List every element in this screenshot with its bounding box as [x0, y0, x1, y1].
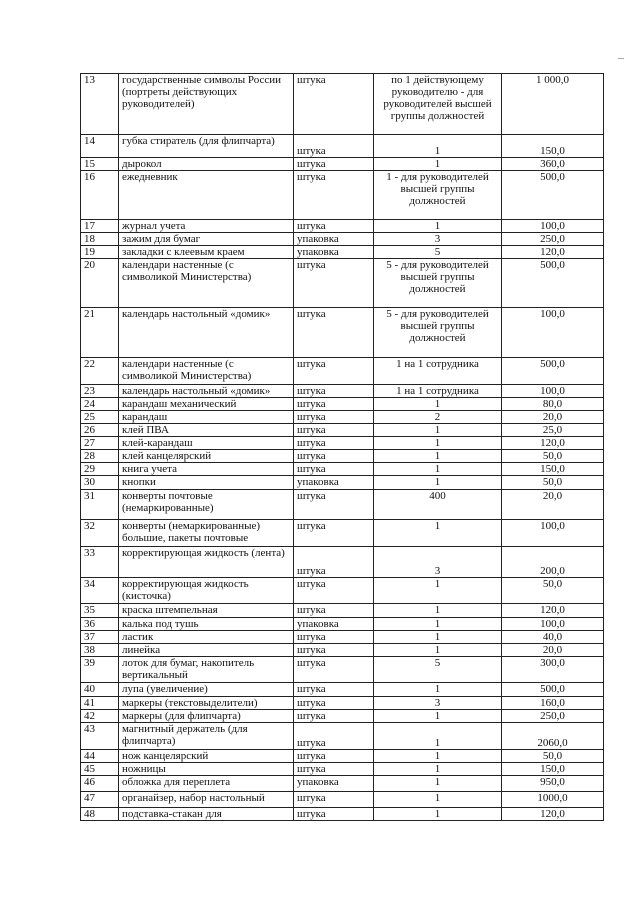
cell-num: 48	[81, 808, 119, 821]
cell-qty: 1	[374, 808, 502, 821]
cell-qty: 5	[374, 657, 502, 683]
cell-name: конверты почтовые (немаркированные)	[119, 490, 294, 520]
table-row	[81, 437, 604, 450]
cell-unit: штука	[294, 520, 374, 547]
cell-name: конверты (немаркированные) большие, пакеты почтовые	[119, 520, 294, 547]
cell-price: 200,0	[502, 547, 604, 578]
table-row	[81, 631, 604, 644]
table-row	[81, 358, 604, 385]
cell-unit: штука	[294, 631, 374, 644]
table-row	[81, 135, 604, 158]
cell-unit: штука	[294, 135, 374, 158]
cell-name: калька под тушь	[119, 618, 294, 631]
table-row	[81, 792, 604, 808]
cell-unit: штука	[294, 358, 374, 385]
cell-num: 35	[81, 604, 119, 618]
cell-name: губка стиратель (для флипчарта)	[119, 135, 294, 158]
cell-price: 2060,0	[502, 723, 604, 750]
cell-unit: упаковка	[294, 776, 374, 792]
cell-price: 160,0	[502, 697, 604, 710]
cell-num: 47	[81, 792, 119, 808]
cell-price: 120,0	[502, 604, 604, 618]
cell-unit: штука	[294, 644, 374, 657]
cell-unit: штука	[294, 259, 374, 308]
cell-unit: штука	[294, 308, 374, 358]
cell-num: 14	[81, 135, 119, 158]
cell-unit: штука	[294, 750, 374, 763]
cell-unit: штука	[294, 723, 374, 750]
cell-price: 150,0	[502, 135, 604, 158]
cell-name: карандаш	[119, 411, 294, 424]
cell-qty: 1	[374, 463, 502, 476]
cell-num: 31	[81, 490, 119, 520]
cell-num: 25	[81, 411, 119, 424]
cell-num: 43	[81, 723, 119, 750]
cell-unit: штука	[294, 463, 374, 476]
table-row	[81, 547, 604, 578]
cell-name: маркеры (для флипчарта)	[119, 710, 294, 723]
cell-unit: упаковка	[294, 476, 374, 490]
table-row	[81, 578, 604, 604]
cell-price: 50,0	[502, 750, 604, 763]
cell-qty: по 1 действующему руководителю - для руководителей высшей группы должностей	[374, 74, 502, 135]
cell-num: 13	[81, 74, 119, 135]
cell-name: магнитный держатель (для флипчарта)	[119, 723, 294, 750]
cell-name: органайзер, набор настольный	[119, 792, 294, 808]
cell-qty: 1	[374, 776, 502, 792]
cell-qty: 1	[374, 618, 502, 631]
table-row	[81, 520, 604, 547]
cell-unit: штука	[294, 450, 374, 463]
cell-unit: штука	[294, 437, 374, 450]
cell-num: 28	[81, 450, 119, 463]
cell-qty: 5 - для руководителей высшей группы должностей	[374, 308, 502, 358]
table-row	[81, 604, 604, 618]
cell-name: лоток для бумаг, накопитель вертикальный	[119, 657, 294, 683]
cell-num: 18	[81, 233, 119, 246]
cell-price: 150,0	[502, 763, 604, 776]
table-row	[81, 220, 604, 233]
cell-unit: штука	[294, 171, 374, 220]
cell-qty: 1	[374, 158, 502, 171]
cell-unit: штука	[294, 74, 374, 135]
cell-num: 29	[81, 463, 119, 476]
cell-num: 17	[81, 220, 119, 233]
table-row	[81, 776, 604, 792]
table-row	[81, 750, 604, 763]
cell-qty: 2	[374, 411, 502, 424]
cell-name: календарь настольный «домик»	[119, 385, 294, 398]
cell-num: 21	[81, 308, 119, 358]
cell-unit: упаковка	[294, 246, 374, 259]
table-row	[81, 424, 604, 437]
cell-price: 50,0	[502, 476, 604, 490]
cell-price: 80,0	[502, 398, 604, 411]
cell-qty: 1	[374, 520, 502, 547]
cell-num: 37	[81, 631, 119, 644]
table-row	[81, 490, 604, 520]
cell-qty: 1	[374, 604, 502, 618]
cell-price: 100,0	[502, 520, 604, 547]
cell-price: 100,0	[502, 618, 604, 631]
table-row	[81, 74, 604, 135]
cell-qty: 1	[374, 763, 502, 776]
table-row	[81, 463, 604, 476]
cell-price: 20,0	[502, 490, 604, 520]
cell-num: 42	[81, 710, 119, 723]
table-row	[81, 710, 604, 723]
cell-num: 34	[81, 578, 119, 604]
table-row	[81, 158, 604, 171]
cell-qty: 400	[374, 490, 502, 520]
cell-qty: 1	[374, 750, 502, 763]
cell-name: клей ПВА	[119, 424, 294, 437]
cell-unit: штука	[294, 604, 374, 618]
cell-qty: 3	[374, 233, 502, 246]
cell-qty: 1	[374, 424, 502, 437]
cell-price: 25,0	[502, 424, 604, 437]
cell-name: корректирующая жидкость (лента)	[119, 547, 294, 578]
table-body	[81, 74, 604, 821]
cell-num: 22	[81, 358, 119, 385]
table-row	[81, 171, 604, 220]
cell-name: календари настенные (с символикой Министерства)	[119, 358, 294, 385]
cell-qty: 1	[374, 437, 502, 450]
cell-unit: штука	[294, 683, 374, 697]
table-row	[81, 808, 604, 821]
cell-unit: штука	[294, 578, 374, 604]
table-row	[81, 683, 604, 697]
cell-unit: штука	[294, 697, 374, 710]
cell-price: 500,0	[502, 171, 604, 220]
cell-num: 32	[81, 520, 119, 547]
cell-qty: 1	[374, 644, 502, 657]
cell-num: 19	[81, 246, 119, 259]
table-row	[81, 618, 604, 631]
cell-price: 500,0	[502, 683, 604, 697]
cell-qty: 1 - для руководителей высшей группы должностей	[374, 171, 502, 220]
cell-name: зажим для бумаг	[119, 233, 294, 246]
cell-name: корректирующая жидкость (кисточка)	[119, 578, 294, 604]
cell-name: клей канцелярский	[119, 450, 294, 463]
cell-unit: штука	[294, 808, 374, 821]
cell-name: подставка-стакан для	[119, 808, 294, 821]
cell-price: 500,0	[502, 259, 604, 308]
cell-qty: 1	[374, 450, 502, 463]
cell-unit: штука	[294, 411, 374, 424]
cell-num: 46	[81, 776, 119, 792]
cell-num: 24	[81, 398, 119, 411]
table-row	[81, 763, 604, 776]
cell-qty: 5	[374, 246, 502, 259]
table-row	[81, 657, 604, 683]
cell-price: 120,0	[502, 808, 604, 821]
cell-price: 100,0	[502, 308, 604, 358]
cell-num: 16	[81, 171, 119, 220]
table-row	[81, 259, 604, 308]
cell-name: государственные символы России (портреты действующих руководителей)	[119, 74, 294, 135]
cell-price: 300,0	[502, 657, 604, 683]
cell-qty: 5 - для руководителей высшей группы должностей	[374, 259, 502, 308]
cell-price: 1000,0	[502, 792, 604, 808]
cell-qty: 1	[374, 723, 502, 750]
table-row	[81, 450, 604, 463]
cell-num: 23	[81, 385, 119, 398]
cell-name: закладки с клеевым краем	[119, 246, 294, 259]
cell-name: дырокол	[119, 158, 294, 171]
cell-name: книга учета	[119, 463, 294, 476]
scan-mark	[618, 58, 624, 59]
cell-qty: 1	[374, 631, 502, 644]
table-row	[81, 644, 604, 657]
cell-price: 100,0	[502, 220, 604, 233]
cell-name: ластик	[119, 631, 294, 644]
cell-qty: 1 на 1 сотрудника	[374, 358, 502, 385]
cell-price: 250,0	[502, 710, 604, 723]
cell-num: 45	[81, 763, 119, 776]
cell-price: 120,0	[502, 437, 604, 450]
cell-price: 950,0	[502, 776, 604, 792]
cell-price: 20,0	[502, 644, 604, 657]
table-row	[81, 697, 604, 710]
cell-name: нож канцелярский	[119, 750, 294, 763]
cell-price: 1 000,0	[502, 74, 604, 135]
cell-num: 36	[81, 618, 119, 631]
cell-name: краска штемпельная	[119, 604, 294, 618]
cell-name: маркеры (текстовыделители)	[119, 697, 294, 710]
table-row	[81, 385, 604, 398]
table-row	[81, 233, 604, 246]
cell-price: 40,0	[502, 631, 604, 644]
cell-qty: 1	[374, 220, 502, 233]
cell-name: клей-карандаш	[119, 437, 294, 450]
table-row	[81, 246, 604, 259]
cell-num: 27	[81, 437, 119, 450]
cell-qty: 1	[374, 792, 502, 808]
cell-unit: штука	[294, 792, 374, 808]
cell-unit: упаковка	[294, 233, 374, 246]
cell-unit: штука	[294, 220, 374, 233]
cell-qty: 1	[374, 476, 502, 490]
cell-num: 41	[81, 697, 119, 710]
cell-unit: упаковка	[294, 618, 374, 631]
cell-price: 360,0	[502, 158, 604, 171]
cell-price: 100,0	[502, 385, 604, 398]
cell-num: 33	[81, 547, 119, 578]
cell-name: календарь настольный «домик»	[119, 308, 294, 358]
cell-qty: 1	[374, 578, 502, 604]
cell-unit: штука	[294, 657, 374, 683]
table-row	[81, 398, 604, 411]
cell-name: ножницы	[119, 763, 294, 776]
cell-qty: 1	[374, 135, 502, 158]
cell-unit: штука	[294, 158, 374, 171]
cell-name: обложка для переплета	[119, 776, 294, 792]
cell-num: 39	[81, 657, 119, 683]
cell-num: 38	[81, 644, 119, 657]
cell-price: 50,0	[502, 578, 604, 604]
cell-name: карандаш механический	[119, 398, 294, 411]
cell-price: 500,0	[502, 358, 604, 385]
cell-name: календари настенные (с символикой Министерства)	[119, 259, 294, 308]
cell-unit: штука	[294, 424, 374, 437]
cell-qty: 1 на 1 сотрудника	[374, 385, 502, 398]
cell-price: 20,0	[502, 411, 604, 424]
table-row	[81, 308, 604, 358]
cell-name: линейка	[119, 644, 294, 657]
cell-num: 20	[81, 259, 119, 308]
supplies-table	[80, 73, 604, 821]
table-row	[81, 411, 604, 424]
cell-name: ежедневник	[119, 171, 294, 220]
cell-name: кнопки	[119, 476, 294, 490]
cell-num: 30	[81, 476, 119, 490]
cell-unit: штука	[294, 710, 374, 723]
cell-num: 40	[81, 683, 119, 697]
table-row	[81, 723, 604, 750]
cell-qty: 1	[374, 710, 502, 723]
cell-qty: 1	[374, 398, 502, 411]
cell-qty: 1	[374, 683, 502, 697]
cell-price: 150,0	[502, 463, 604, 476]
cell-qty: 3	[374, 547, 502, 578]
cell-name: журнал учета	[119, 220, 294, 233]
cell-unit: штука	[294, 385, 374, 398]
cell-unit: штука	[294, 763, 374, 776]
cell-num: 44	[81, 750, 119, 763]
cell-unit: штука	[294, 547, 374, 578]
cell-price: 250,0	[502, 233, 604, 246]
cell-price: 120,0	[502, 246, 604, 259]
cell-price: 50,0	[502, 450, 604, 463]
cell-unit: штука	[294, 398, 374, 411]
cell-unit: штука	[294, 490, 374, 520]
table-row	[81, 476, 604, 490]
cell-num: 26	[81, 424, 119, 437]
cell-qty: 3	[374, 697, 502, 710]
cell-name: лупа (увеличение)	[119, 683, 294, 697]
cell-num: 15	[81, 158, 119, 171]
